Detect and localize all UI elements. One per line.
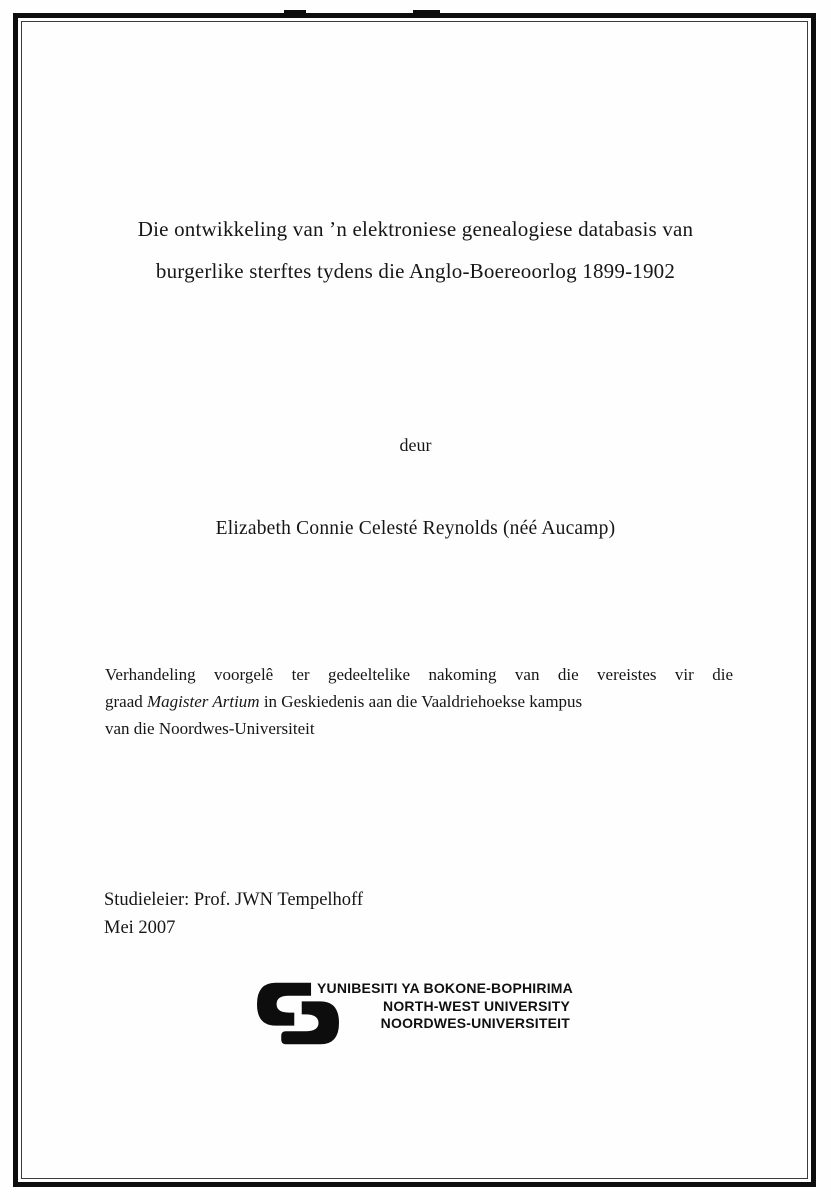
supervisor-line: Studieleier: Prof. JWN Tempelhoff: [104, 890, 364, 910]
university-name-afrikaans: NOORDWES-UNIVERSITEIT: [380, 1015, 570, 1031]
submission-line-2-prefix: graad: [105, 692, 148, 711]
university-name-english: NORTH-WEST UNIVERSITY: [383, 997, 570, 1014]
degree-name: Magister Artium: [147, 692, 260, 711]
scan-blemish: [413, 10, 440, 14]
thesis-title: [60, 208, 771, 292]
thesis-title-line-1: Die ontwikkeling van ’n elektroniese genealogiese databasis van: [137, 217, 694, 241]
byline-label: deur: [399, 435, 432, 455]
university-name-setswana: YUNIBESITI YA BOKONE-BOPHIRIMA: [317, 980, 573, 996]
submission-line-1: Verhandeling voorgelê ter gedeeltelike nakoming van die vereistes vir die: [105, 665, 733, 684]
university-logo-text: [317, 980, 573, 1033]
date-line: Mei 2007: [104, 918, 176, 938]
thesis-title-line-2: burgerlike sterftes tydens die Anglo-Boereoorlog 1899-1902: [155, 259, 676, 283]
submission-statement: [105, 661, 733, 742]
author-name: Elizabeth Connie Celesté Reynolds (néé Aucamp): [215, 518, 616, 539]
submission-line-3: van die Noordwes-Universiteit: [105, 719, 315, 738]
submission-line-2-suffix: in Geskiedenis aan die Vaaldriehoekse kampus: [259, 692, 583, 711]
scan-blemish: [284, 10, 306, 14]
supervisor-block: [104, 886, 363, 942]
submission-line-2: [105, 688, 733, 715]
